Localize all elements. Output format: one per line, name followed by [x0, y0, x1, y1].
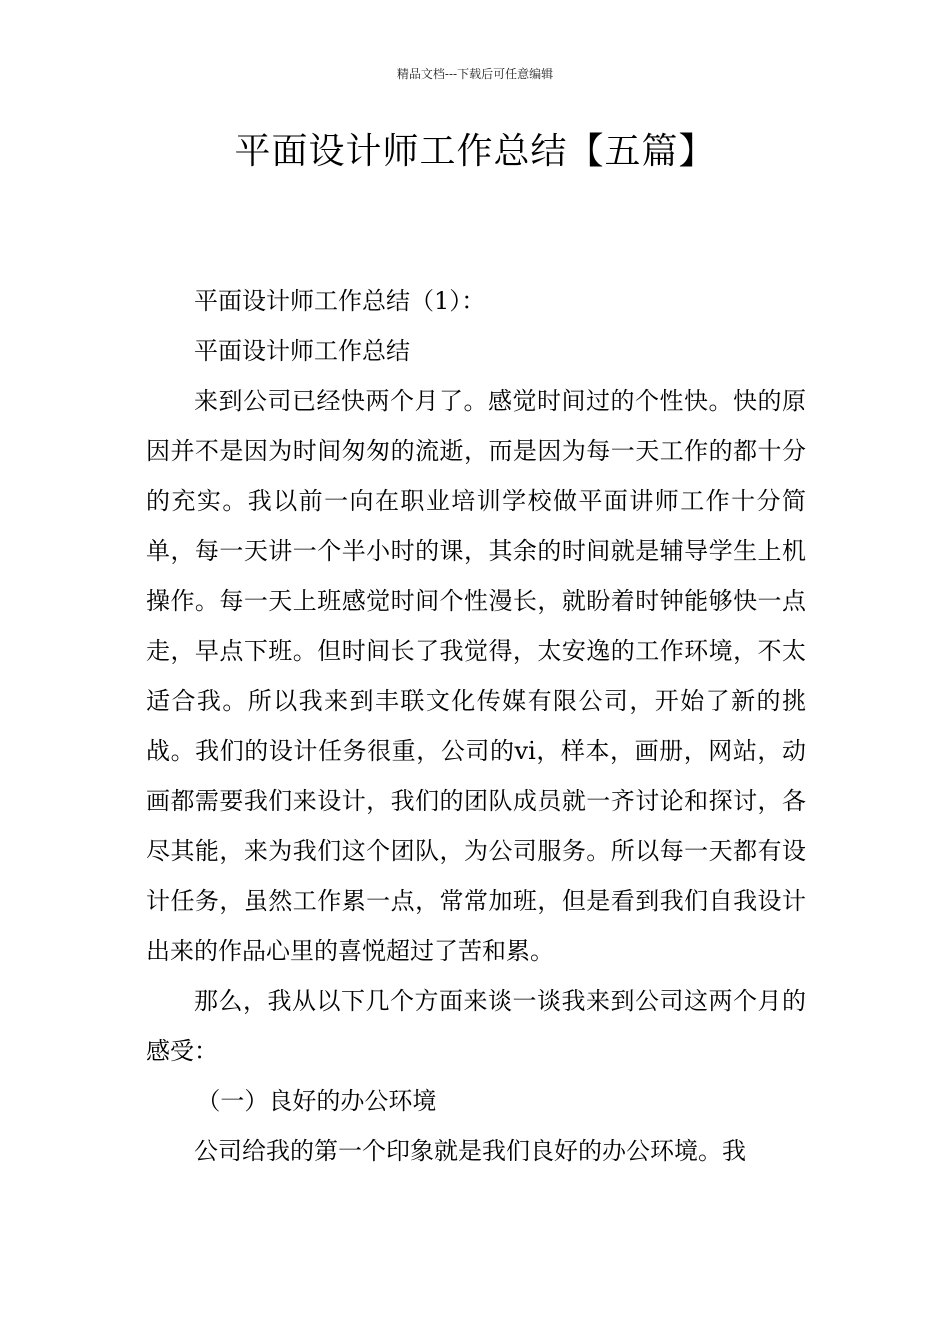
document-body: [146, 276, 806, 1176]
document-title: 平面设计师工作总结【五篇】: [234, 131, 716, 172]
subtitle: 平面设计师工作总结: [194, 337, 410, 365]
body-paragraph: 那么，我从以下几个方面来谈一谈我来到公司这两个月的感受：: [146, 987, 806, 1065]
sub-heading: （一）良好的办公环境: [196, 1087, 437, 1115]
section-heading: 平面设计师工作总结（1）：: [194, 287, 486, 315]
body-paragraph: 公司给我的第一个印象就是我们良好的办公环境。我: [194, 1137, 746, 1165]
header-note: 精品文档---下载后可任意编辑: [396, 67, 554, 81]
body-paragraph: 来到公司已经快两个月了。感觉时间过的个性快。快的原因并不是因为时间匆匆的流逝，而是因为每一天工作的都十分的充实。我以前一向在职业培训学校做平面讲师工作十分简单，每一天讲一个半小时的课，其余的时间就是辅导学生上机操作。每一天上班感觉时间个性漫长，就盼着时钟能够快一点走，早点下班。但时间长了我觉得，太安逸的工作环境，不太适合我。所以我来到丰联文化传媒有限公司，开始了新的挑战。我们的设计任务很重，公司的vi，样本，画册，网站，动画都需要我们来设计，我们的团队成员就一齐讨论和探讨，各尽其能，来为我们这个团队，为公司服务。所以每一天都有设计任务，虽然工作累一点，常常加班，但是看到我们自我设计出来的作品心里的喜悦超过了苦和累。: [146, 387, 806, 965]
